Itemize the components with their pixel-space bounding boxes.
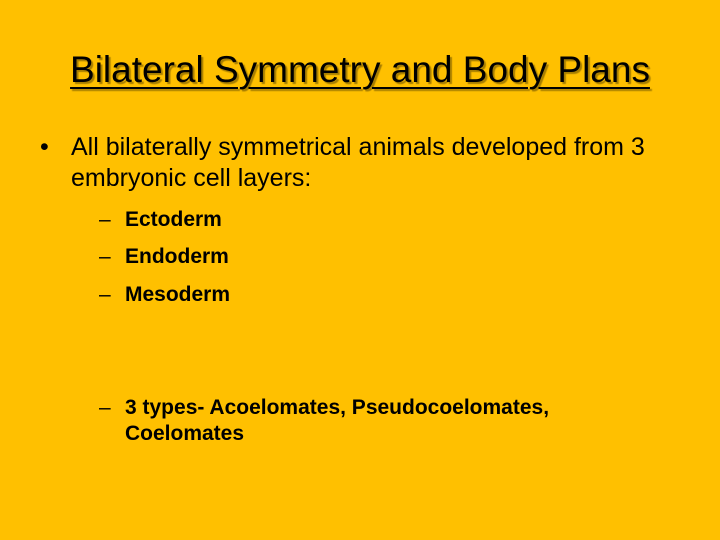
sub-item-coelom-types: [99, 395, 659, 447]
bullet-marker: •: [40, 133, 49, 161]
sub-item-ectoderm: [99, 207, 222, 233]
slide-title: Bilateral Symmetry and Body Plans: [70, 49, 650, 90]
types-line-2: Coelomates: [125, 422, 245, 445]
sub-item-label: Mesoderm: [125, 283, 231, 306]
types-line-1: 3 types- Acoelomates, Pseudocoelomates,: [125, 396, 550, 419]
sub-item-mesoderm: [99, 282, 230, 308]
sub-item-label: Endoderm: [125, 245, 229, 268]
dash-marker: –: [99, 245, 111, 268]
sub-item-label: Ectoderm: [125, 208, 222, 231]
dash-marker: –: [99, 208, 111, 231]
dash-marker: –: [99, 283, 111, 306]
main-bullet-text: All bilaterally symmetrical animals developed from 3 embryonic cell layers:: [71, 133, 645, 192]
sub-item-endoderm: [99, 244, 229, 270]
dash-marker: –: [99, 396, 111, 419]
main-bullet: [40, 132, 690, 194]
